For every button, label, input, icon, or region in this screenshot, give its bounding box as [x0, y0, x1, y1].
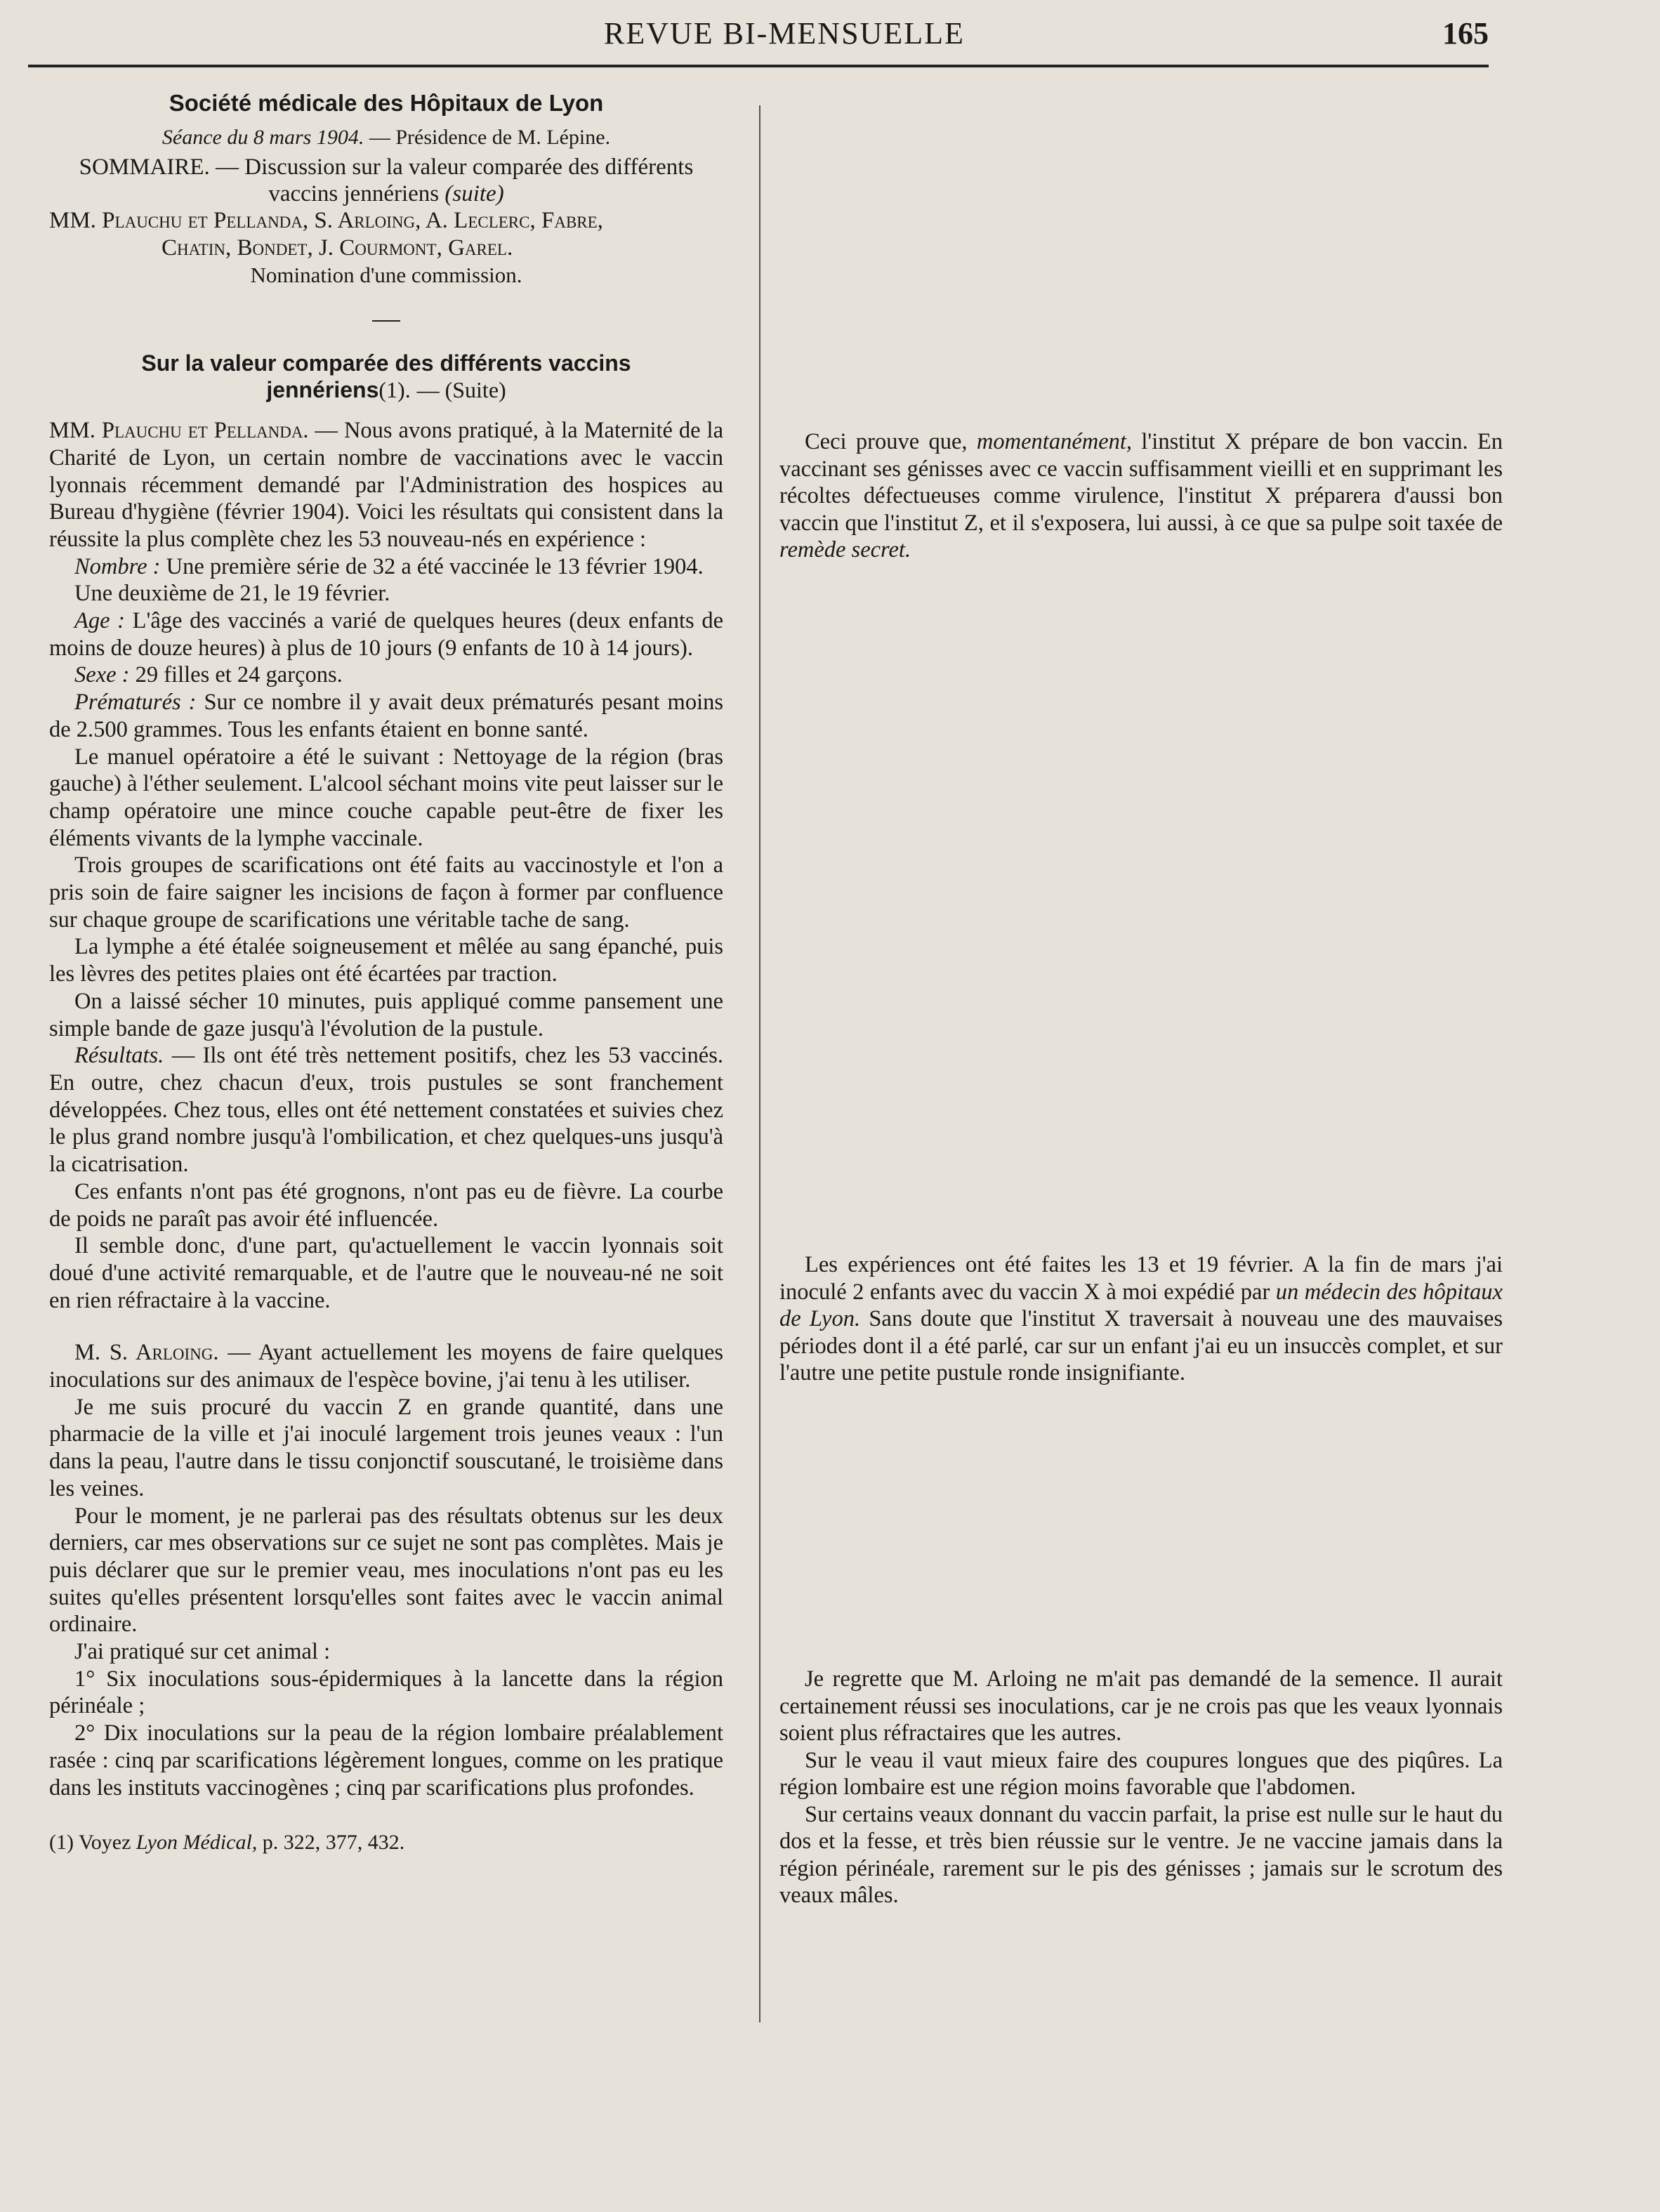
speaker-names: MM. Plauchu et Pellanda.	[49, 418, 309, 444]
footnote-journal: Lyon Médical,	[136, 1831, 258, 1855]
paragraph-label: Nombre :	[74, 553, 161, 579]
page-header	[28, 10, 1489, 59]
paragraph	[49, 661, 723, 689]
footnote-text: Voyez	[78, 1831, 131, 1855]
summary-label: SOMMAIRE.	[79, 154, 210, 180]
session-line	[49, 124, 723, 152]
right-block-1	[779, 428, 1503, 564]
commission-line: Nomination d'une commission.	[250, 263, 522, 288]
paragraph: 2° Dix inoculations sur la peau de la région lombaire préalablement rasée : cinq par scarifications légèrement longues, comme on les pratique dans les instituts vaccinogènes ; cinq par scarifications plus profondes.	[49, 1720, 723, 1800]
header-rule	[28, 65, 1489, 67]
paragraph: Sur certains veaux donnant du vaccin parfait, la prise est nulle sur le haut du dos et la fesse, et très bien réussie sur le ventre. Je ne vaccine jamais dans la région périnéale, rarement sur le pis des génisses ; jamais sur le scrotum des veaux mâles.	[779, 1801, 1503, 1908]
paragraph-emphasis: remède secret.	[779, 537, 911, 562]
speaker-list-line-1: MM. Plauchu et Pellanda, S. Arloing, A. Leclerc, Fabre,	[49, 208, 603, 234]
paragraph-text: 29 filles et 24 garçons.	[135, 662, 343, 688]
paragraph-label: Sexe :	[74, 662, 130, 688]
section-rule	[372, 320, 400, 322]
paragraph-text: Ceci prouve que,	[805, 429, 968, 454]
page-number: 165	[1442, 16, 1489, 51]
footnote	[49, 1829, 723, 1857]
paragraph-emphasis: momentanément,	[976, 429, 1133, 454]
paragraph-text: l'institut X prépare de bon vaccin. En vaccinant ses génisses avec ce vaccin suffisamment vieilli et en supprimant les récoltes défectueuses comme virulence, l'institut X préparera d'aussi bon vaccin que l'institut Z, et il s'exposera, lui aussi, à ce que sa pulpe soit taxée de	[779, 429, 1503, 536]
presidence: — Présidence de M. Lépine.	[369, 125, 611, 149]
column-divider	[759, 105, 760, 2022]
right-block-2	[779, 1251, 1503, 1387]
article-title-suite: — (Suite)	[416, 377, 506, 403]
paragraph: Sur le veau il vaut mieux faire des coupures longues que des piqûres. La région lombaire est une région moins favorable que l'abdomen.	[779, 1747, 1503, 1800]
paragraph: Le manuel opératoire a été le suivant : Nettoyage de la région (bras gauche) à l'éther seulement. L'alcool séchant moins vite peut laisser sur le champ opératoire une mince couche capable peut-être de fixer les éléments vivants de la lymphe vaccinale.	[49, 744, 723, 851]
paragraph-text: — Nous avons pratiqué, à la Maternité de la Charité de Lyon, un certain nombre de vaccinations avec le vaccin lyonnais récemment demandé par l'Administration des hospices au Bureau d'hygiène (février 1904). Voici les résultats qui consistent dans la réussite la plus complète chez les 53 nouveau-nés en expérience :	[49, 418, 723, 552]
left-column	[49, 90, 723, 1857]
paragraph	[49, 689, 723, 743]
session-label: Séance du 8 mars 1904.	[162, 125, 364, 149]
paragraph: La lymphe a été étalée soigneusement et mêlée au sang épanché, puis les lèvres des petites plaies ont été écartées par traction.	[49, 934, 723, 987]
paragraph-emphasis: un médecin des hôpitaux de Lyon.	[779, 1279, 1503, 1331]
paragraph-label: Résultats.	[74, 1043, 164, 1069]
paragraph-text: Les expériences ont été faites les 13 et 19 février. A la fin de mars j'ai inoculé 2 enfants avec du vaccin X à moi expédié par	[779, 1252, 1503, 1305]
speaker-list	[49, 207, 723, 262]
paragraph: Il semble donc, d'une part, qu'actuellement le vaccin lyonnais soit doué d'une activité remarquable, et de l'autre que le nouveau-né ne soit en rien réfractaire à la vaccine.	[49, 1233, 723, 1313]
paragraph: J'ai pratiqué sur cet animal :	[74, 1639, 331, 1665]
article-title-line-1: Sur la valeur comparée des différents vaccins	[141, 350, 631, 376]
footnote-pages: p. 322, 377, 432.	[262, 1831, 405, 1855]
paragraph	[779, 428, 1503, 564]
paragraph: Pour le moment, je ne parlerai pas des résultats obtenus sur les deux derniers, car mes observations sur ce sujet ne sont pas complètes. Mais je puis déclarer que sur le premier veau, mes inoculations n'ont pas eu les suites qu'elles présentent lorsqu'elles sont faites avec le vaccin animal ordinaire.	[49, 1503, 723, 1638]
paragraph	[49, 417, 723, 553]
summary-text: — Discussion sur la valeur comparée des différents vaccins jennériens	[216, 154, 694, 207]
right-block-3	[779, 1666, 1503, 1909]
paragraph: On a laissé sécher 10 minutes, puis appliqué comme pansement une simple bande de gaze jusqu'à l'évolution de la pustule.	[49, 988, 723, 1041]
paragraph-label: Prématurés :	[74, 690, 197, 716]
article-title-note: (1).	[378, 377, 411, 403]
paragraph	[49, 1339, 723, 1393]
article-title-line-2	[49, 376, 723, 403]
paragraph-text: L'âge des vaccinés a varié de quelques heures (deux enfants de moins de douze heures) à plus de 10 jours (9 enfants de 10 à 14 jours).	[49, 608, 724, 661]
paragraph	[49, 1042, 723, 1178]
paragraph	[49, 553, 723, 581]
paragraph-text: Sur ce nombre il y avait deux prématurés pesant moins de 2.500 grammes. Tous les enfants étaient en bonne santé.	[49, 690, 724, 742]
paragraph	[49, 607, 723, 661]
footnote-mark: (1)	[49, 1831, 74, 1855]
paragraph: 1° Six inoculations sous-épidermiques à la lancette dans la région périnéale ;	[49, 1666, 723, 1719]
paragraph-text: Une première série de 32 a été vaccinée le 13 février 1904.	[166, 553, 704, 579]
paragraph: Ces enfants n'ont pas été grognons, n'ont pas eu de fièvre. La courbe de poids ne paraît pas avoir été influencée.	[49, 1178, 723, 1232]
article-title-word: jennériens	[266, 377, 379, 403]
paragraph: Je regrette que M. Arloing ne m'ait pas demandé de la semence. Il aurait certainement réussi ses inoculations, car je ne crois pas que les veaux lyonnais soient plus réfractaires que les autres.	[779, 1666, 1503, 1746]
paragraph-label: Age :	[74, 608, 125, 634]
speaker-list-line-2: Chatin, Bondet, J. Courmont, Garel.	[162, 235, 513, 261]
speaker-names: M. S. Arloing.	[74, 1340, 219, 1366]
paragraph: Trois groupes de scarifications ont été faits au vaccinostyle et l'on a pris soin de faire saigner les incisions de façon à former par confluence sur chaque groupe de scarifications une véritable tache de sang.	[49, 852, 723, 933]
article-title	[49, 350, 723, 403]
paragraph-text: — Ayant actuellement les moyens de faire quelques inoculations sur des animaux de l'espèce bovine, j'ai tenu à les utiliser.	[49, 1340, 724, 1393]
paragraph-text: — Ils ont été très nettement positifs, chez les 53 vaccinés. En outre, chez chacun d'eux, trois pustules se sont franchement développées. Chez tous, elles ont été nettement constatées et suivies chez le plus grand nombre jusqu'à l'ombilication, et chez quelques-uns jusqu'à la cicatrisation.	[49, 1043, 723, 1178]
paragraph	[779, 1251, 1503, 1387]
paragraph: Je me suis procuré du vaccin Z en grande quantité, dans une pharmacie de la ville et j'ai inoculé largement trois jeunes veaux : l'un dans la peau, l'autre dans le tissu conjonctif souscutané, le troisième dans les veines.	[49, 1394, 723, 1501]
paragraph-text: Sans doute que l'institut X traversait à nouveau une des mauvaises périodes dont il a été parlé, car sur un enfant j'ai eu un insuccès complet, et sur l'autre une petite pustule ronde insignifiante.	[779, 1306, 1503, 1385]
paragraph: Une deuxième de 21, le 19 février.	[74, 581, 390, 607]
spacer	[49, 1314, 723, 1339]
summary	[49, 154, 723, 207]
summary-suite: (suite)	[444, 181, 504, 207]
running-title: REVUE BI-MENSUELLE	[604, 16, 965, 51]
society-title: Société médicale des Hôpitaux de Lyon	[169, 90, 604, 116]
